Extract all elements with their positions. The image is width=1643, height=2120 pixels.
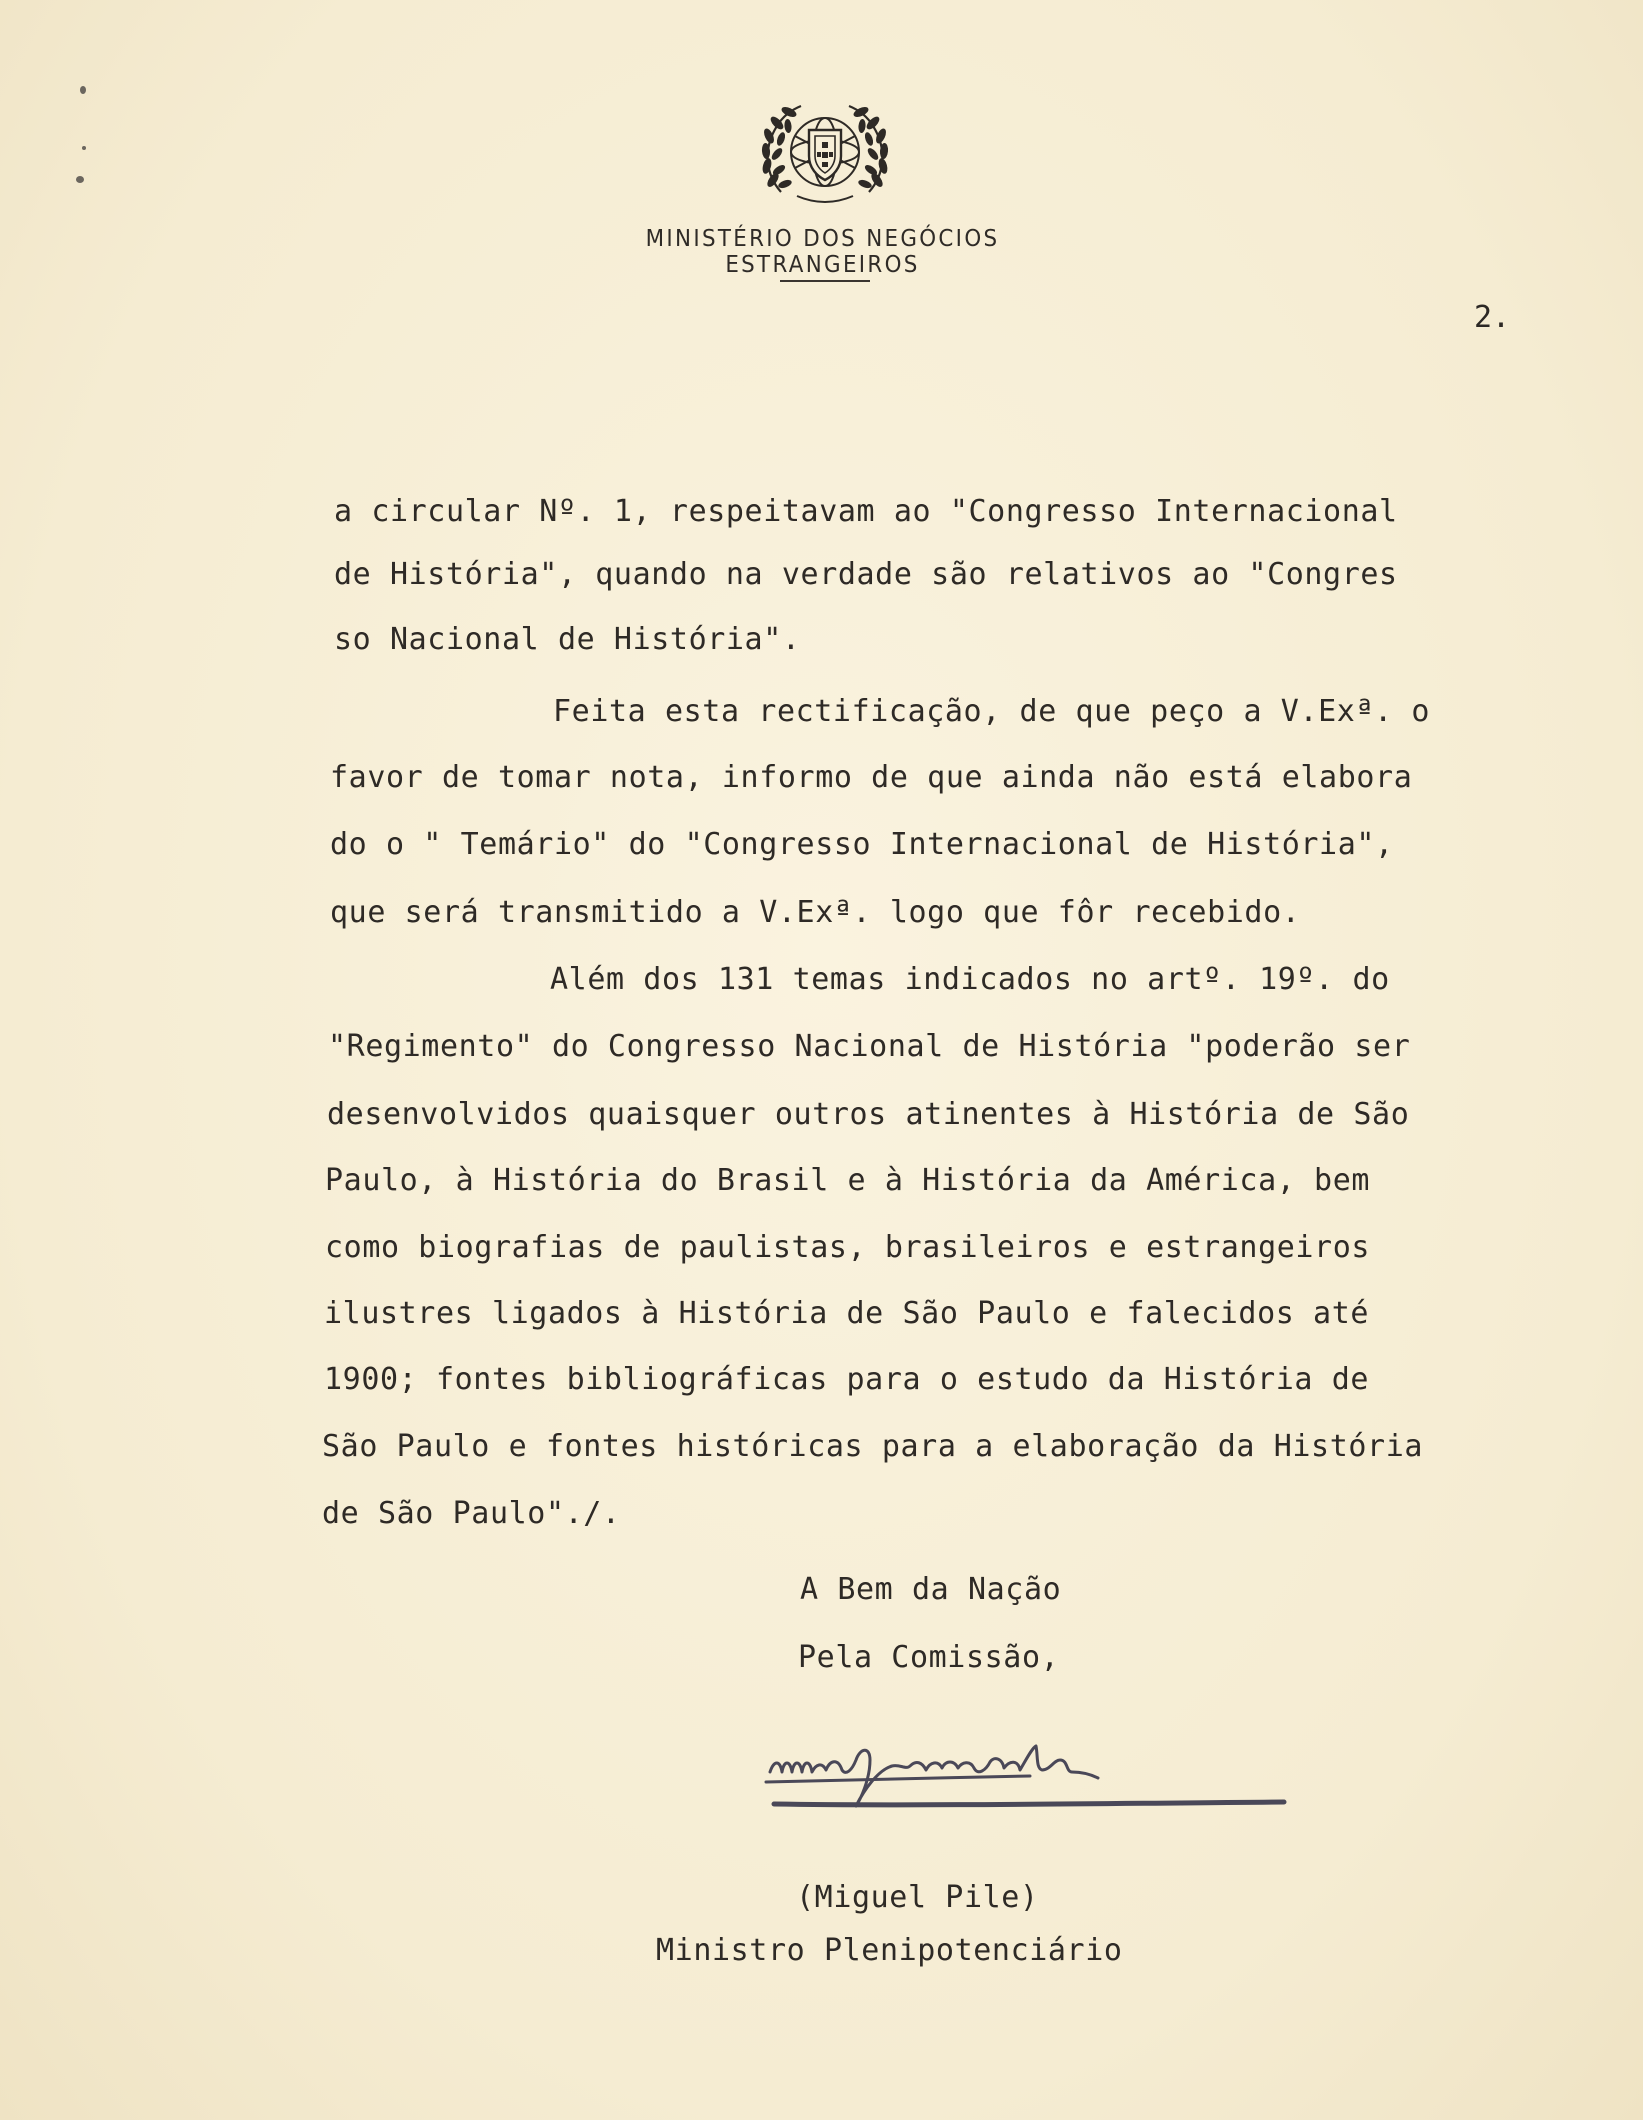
body-line: desenvolvidos quaisquer outros atinentes à História de São <box>327 1097 1410 1132</box>
body-line: como biografias de paulistas, brasileiros e estrangeiros <box>325 1230 1371 1265</box>
closing-salutation: A Bem da Nação <box>800 1572 1062 1607</box>
body-line: que será transmitido a V.Exª. logo que fôr recebido. <box>330 895 1301 930</box>
letterhead-divider <box>780 280 870 282</box>
handwritten-signature <box>760 1720 1290 1820</box>
body-line: de História", quando na verdade são relativos ao "Congres <box>334 557 1398 592</box>
signatory-name: (Miguel Pile) <box>796 1880 1039 1915</box>
body-line: do o " Temário" do "Congresso Internacional de História", <box>330 827 1394 862</box>
body-line: São Paulo e fontes históricas para a elaboração da História <box>322 1429 1424 1464</box>
coat-of-arms-icon <box>757 96 893 212</box>
body-line: ilustres ligados à História de São Paulo e falecidos até <box>324 1296 1370 1331</box>
body-line: de São Paulo"./. <box>322 1496 621 1531</box>
body-line: "Regimento" do Congresso Nacional de História "poderão ser <box>328 1029 1411 1064</box>
signatory-title: Ministro Plenipotenciário <box>656 1933 1123 1968</box>
margin-speck <box>76 176 84 183</box>
letterhead-ministry: MINISTÉRIO DOS NEGÓCIOS ESTRANGEIROS <box>645 226 1000 278</box>
body-line: Feita esta rectificação, de que peço a V.Exª. o <box>553 694 1431 729</box>
body-line: a circular Nº. 1, respeitavam ao "Congresso Internacional <box>334 494 1398 529</box>
body-line: Paulo, à História do Brasil e à História da América, bem <box>325 1163 1371 1198</box>
margin-speck <box>82 146 86 150</box>
body-line: favor de tomar nota, informo de que ainda não está elabora <box>330 760 1413 795</box>
closing-on-behalf: Pela Comissão, <box>798 1640 1060 1675</box>
body-line: 1900; fontes bibliográficas para o estudo da História de <box>324 1362 1370 1397</box>
body-line: so Nacional de História". <box>334 622 801 657</box>
page-number: 2. <box>1474 300 1511 335</box>
margin-speck <box>80 86 86 94</box>
body-line: Além dos 131 temas indicados no artº. 19º. do <box>550 962 1390 997</box>
